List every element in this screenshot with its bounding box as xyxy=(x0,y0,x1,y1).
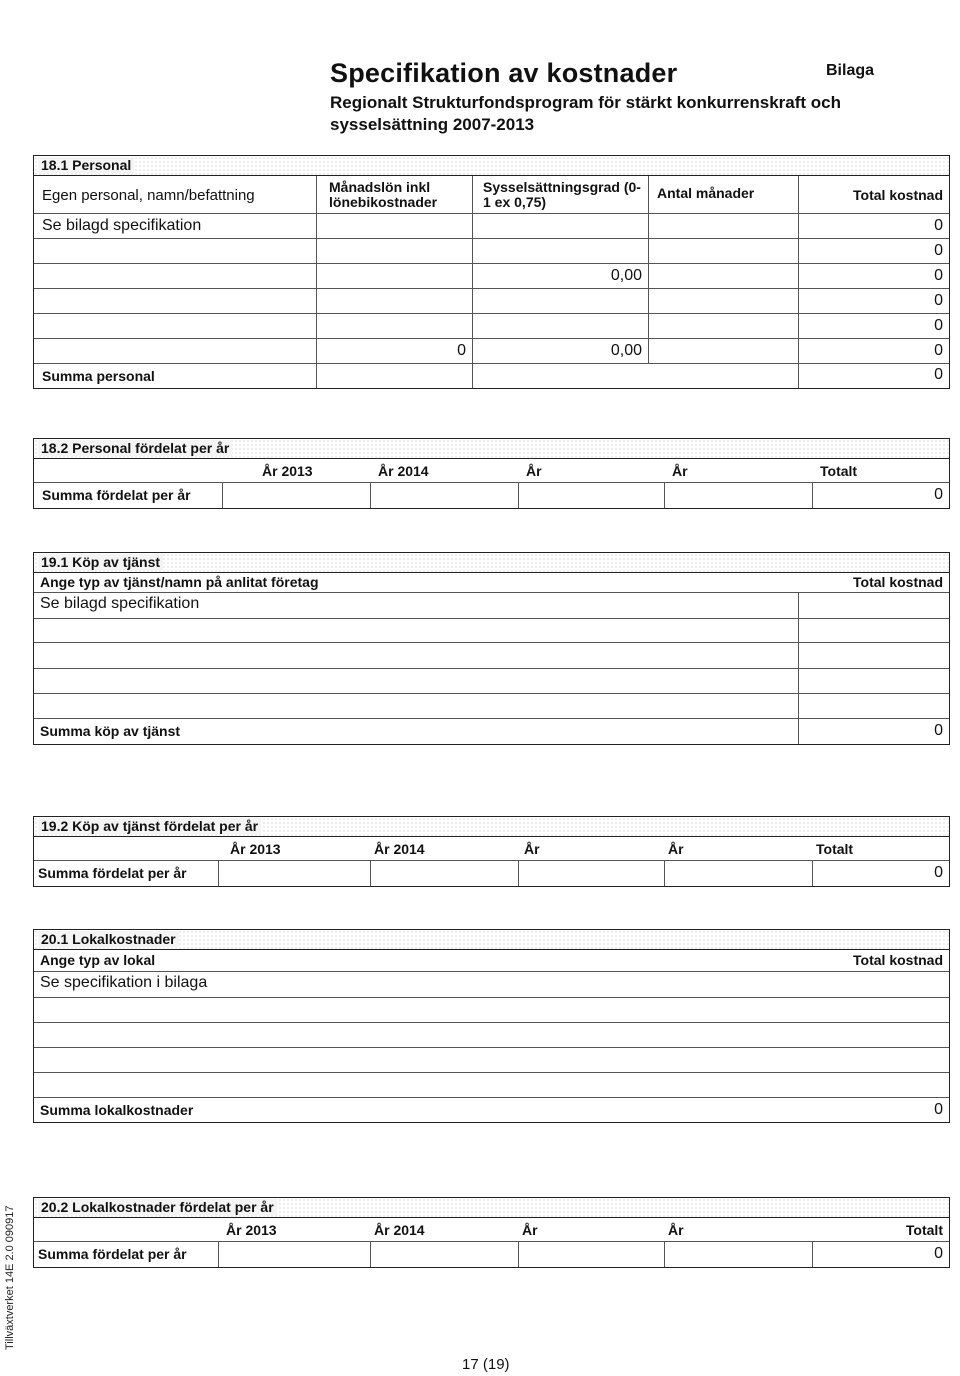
sum-total: 0 xyxy=(812,861,949,886)
months-cell[interactable] xyxy=(648,214,798,238)
table-row[interactable] xyxy=(34,643,949,669)
section-heading: 18.2 Personal fördelat per år xyxy=(34,439,949,459)
row-name[interactable] xyxy=(34,264,316,288)
table-header-row xyxy=(34,950,949,972)
year-header-row xyxy=(34,837,949,861)
empty-cell xyxy=(472,364,798,388)
sum-row xyxy=(34,719,949,744)
table-row[interactable] xyxy=(34,1048,949,1073)
col-total-header: Total kostnad xyxy=(798,176,949,213)
rate-cell[interactable] xyxy=(472,314,648,338)
page-subtitle: Regionalt Strukturfondsprogram för stärkt konkurrenskraft och sysselsättning 2007-2013 xyxy=(330,93,842,134)
col-salary-header: Månadslön inkl lönebikostnader xyxy=(316,176,472,213)
rate-cell[interactable]: 0,00 xyxy=(472,264,648,288)
table-row[interactable] xyxy=(34,214,949,239)
sum-label: Summa fördelat per år xyxy=(42,487,191,503)
table-row[interactable] xyxy=(34,669,949,694)
total-cell: 0 xyxy=(798,239,949,263)
months-cell[interactable] xyxy=(648,264,798,288)
year-header: År xyxy=(526,463,542,479)
section-lokal-per-year xyxy=(33,1197,950,1268)
rate-cell[interactable] xyxy=(472,289,648,313)
months-cell[interactable] xyxy=(648,289,798,313)
year-header: År xyxy=(668,841,684,857)
year-2014-value[interactable] xyxy=(370,483,518,508)
table-row[interactable] xyxy=(34,619,949,643)
subtotal-row xyxy=(34,339,949,364)
sum-rate: 0,00 xyxy=(472,339,648,363)
section-heading: 20.2 Lokalkostnader fördelat per år xyxy=(34,1198,949,1218)
table-row[interactable] xyxy=(34,1023,949,1048)
table-header-row xyxy=(34,176,949,214)
salary-cell[interactable] xyxy=(316,264,472,288)
months-cell[interactable] xyxy=(648,314,798,338)
col-total-header: Total kostnad xyxy=(853,574,943,590)
col-months-header: Antal månader xyxy=(648,176,798,213)
table-row[interactable] xyxy=(34,289,949,314)
table-row[interactable] xyxy=(34,314,949,339)
col-total-header: Total kostnad xyxy=(853,952,943,968)
total-cell: 0 xyxy=(798,214,949,238)
total-cell: 0 xyxy=(798,314,949,338)
sum-total: 0 xyxy=(798,364,949,388)
total-cell: 0 xyxy=(798,289,949,313)
salary-cell[interactable] xyxy=(316,239,472,263)
section-heading: 18.1 Personal xyxy=(34,156,949,176)
rate-cell[interactable] xyxy=(472,239,648,263)
sum-label: Summa personal xyxy=(42,368,155,384)
sum-row xyxy=(34,483,949,508)
sum-row xyxy=(34,861,949,886)
rate-cell[interactable] xyxy=(472,214,648,238)
total-cell: 0 xyxy=(798,339,949,363)
salary-cell[interactable] xyxy=(316,314,472,338)
year-2013-header: År 2013 xyxy=(230,841,281,857)
year-2013-header: År 2013 xyxy=(226,1222,277,1238)
months-cell[interactable] xyxy=(648,239,798,263)
total-cell[interactable] xyxy=(798,643,949,668)
year-value[interactable] xyxy=(518,483,664,508)
row-desc[interactable]: Se specifikation i bilaga xyxy=(40,974,208,991)
section-lokalkostnader xyxy=(33,929,950,1123)
total-cell[interactable] xyxy=(798,694,949,718)
table-row[interactable] xyxy=(34,972,949,998)
year-2014-header: År 2014 xyxy=(374,841,425,857)
sum-label: Summa köp av tjänst xyxy=(40,723,181,739)
total-header: Totalt xyxy=(820,463,858,479)
table-row[interactable] xyxy=(34,593,949,619)
row-name[interactable]: Se bilagd specifikation xyxy=(42,217,202,234)
row-name[interactable] xyxy=(34,289,316,313)
bilaga-label: Bilaga xyxy=(826,62,875,79)
months-cell xyxy=(648,339,798,363)
sum-total: 0 xyxy=(812,1242,949,1267)
year-2013-value[interactable] xyxy=(218,861,370,886)
section-personal-per-year xyxy=(33,438,950,509)
year-value[interactable] xyxy=(664,1242,812,1267)
total-cell[interactable] xyxy=(798,619,949,642)
sum-salary: 0 xyxy=(316,339,472,363)
year-2014-value[interactable] xyxy=(370,1242,518,1267)
table-row[interactable] xyxy=(34,998,949,1023)
section-heading: 19.2 Köp av tjänst fördelat per år xyxy=(34,817,949,837)
salary-cell[interactable] xyxy=(316,214,472,238)
section-personal xyxy=(33,155,950,389)
total-cell[interactable] xyxy=(798,669,949,693)
row-name xyxy=(34,339,316,363)
section-kop-av-tjanst xyxy=(33,552,950,745)
table-row[interactable] xyxy=(34,264,949,289)
year-header-row xyxy=(34,459,949,483)
col-desc-header: Ange typ av lokal xyxy=(40,952,156,968)
year-value[interactable] xyxy=(518,1242,664,1267)
sum-total: 0 xyxy=(798,719,949,744)
year-header: År xyxy=(668,1222,684,1238)
sum-label: Summa fördelat per år xyxy=(38,1246,187,1262)
row-name[interactable] xyxy=(34,314,316,338)
row-desc[interactable]: Se bilagd specifikation xyxy=(40,595,200,612)
section-heading: 19.1 Köp av tjänst xyxy=(34,553,949,573)
col-name-header: Egen personal, namn/befattning xyxy=(42,187,255,204)
year-value[interactable] xyxy=(664,483,812,508)
total-header: Totalt xyxy=(816,841,854,857)
sum-row xyxy=(34,1242,949,1267)
table-row[interactable] xyxy=(34,1073,949,1098)
year-2013-header: År 2013 xyxy=(262,463,313,479)
sum-row xyxy=(34,1098,949,1122)
salary-cell[interactable] xyxy=(316,289,472,313)
table-header-row xyxy=(34,573,949,593)
total-header: Totalt xyxy=(905,1222,943,1238)
col-rate-header: Sysselsättningsgrad (0-1 ex 0,75) xyxy=(472,176,648,213)
year-2013-value[interactable] xyxy=(218,1242,370,1267)
total-cell[interactable] xyxy=(798,593,949,618)
sum-total: 0 xyxy=(934,1101,943,1118)
year-value[interactable] xyxy=(664,861,812,886)
table-row[interactable] xyxy=(34,694,949,719)
year-2013-value[interactable] xyxy=(222,483,370,508)
empty-cell xyxy=(316,364,472,388)
sum-label: Summa lokalkostnader xyxy=(40,1102,194,1118)
sum-label: Summa fördelat per år xyxy=(38,865,187,881)
page-number: 17 (19) xyxy=(462,1356,510,1373)
year-header: År xyxy=(672,463,688,479)
year-header: År xyxy=(522,1222,538,1238)
page-title: Specifikation av kostnader xyxy=(330,58,678,88)
section-kop-per-year xyxy=(33,816,950,887)
year-2014-value[interactable] xyxy=(370,861,518,886)
sum-total: 0 xyxy=(812,483,949,508)
total-cell: 0 xyxy=(798,264,949,288)
sum-row xyxy=(34,364,949,388)
year-2014-header: År 2014 xyxy=(378,463,429,479)
year-header: År xyxy=(524,841,540,857)
year-value[interactable] xyxy=(518,861,664,886)
col-desc-header: Ange typ av tjänst/namn på anlitat företag xyxy=(40,574,319,590)
table-row[interactable] xyxy=(34,239,949,264)
section-heading: 20.1 Lokalkostnader xyxy=(34,930,949,950)
form-identifier: Tillväxtverket 14E 2.0 090917 xyxy=(4,1205,16,1350)
row-name[interactable] xyxy=(34,239,316,263)
year-header-row xyxy=(34,1218,949,1242)
year-2014-header: År 2014 xyxy=(374,1222,425,1238)
